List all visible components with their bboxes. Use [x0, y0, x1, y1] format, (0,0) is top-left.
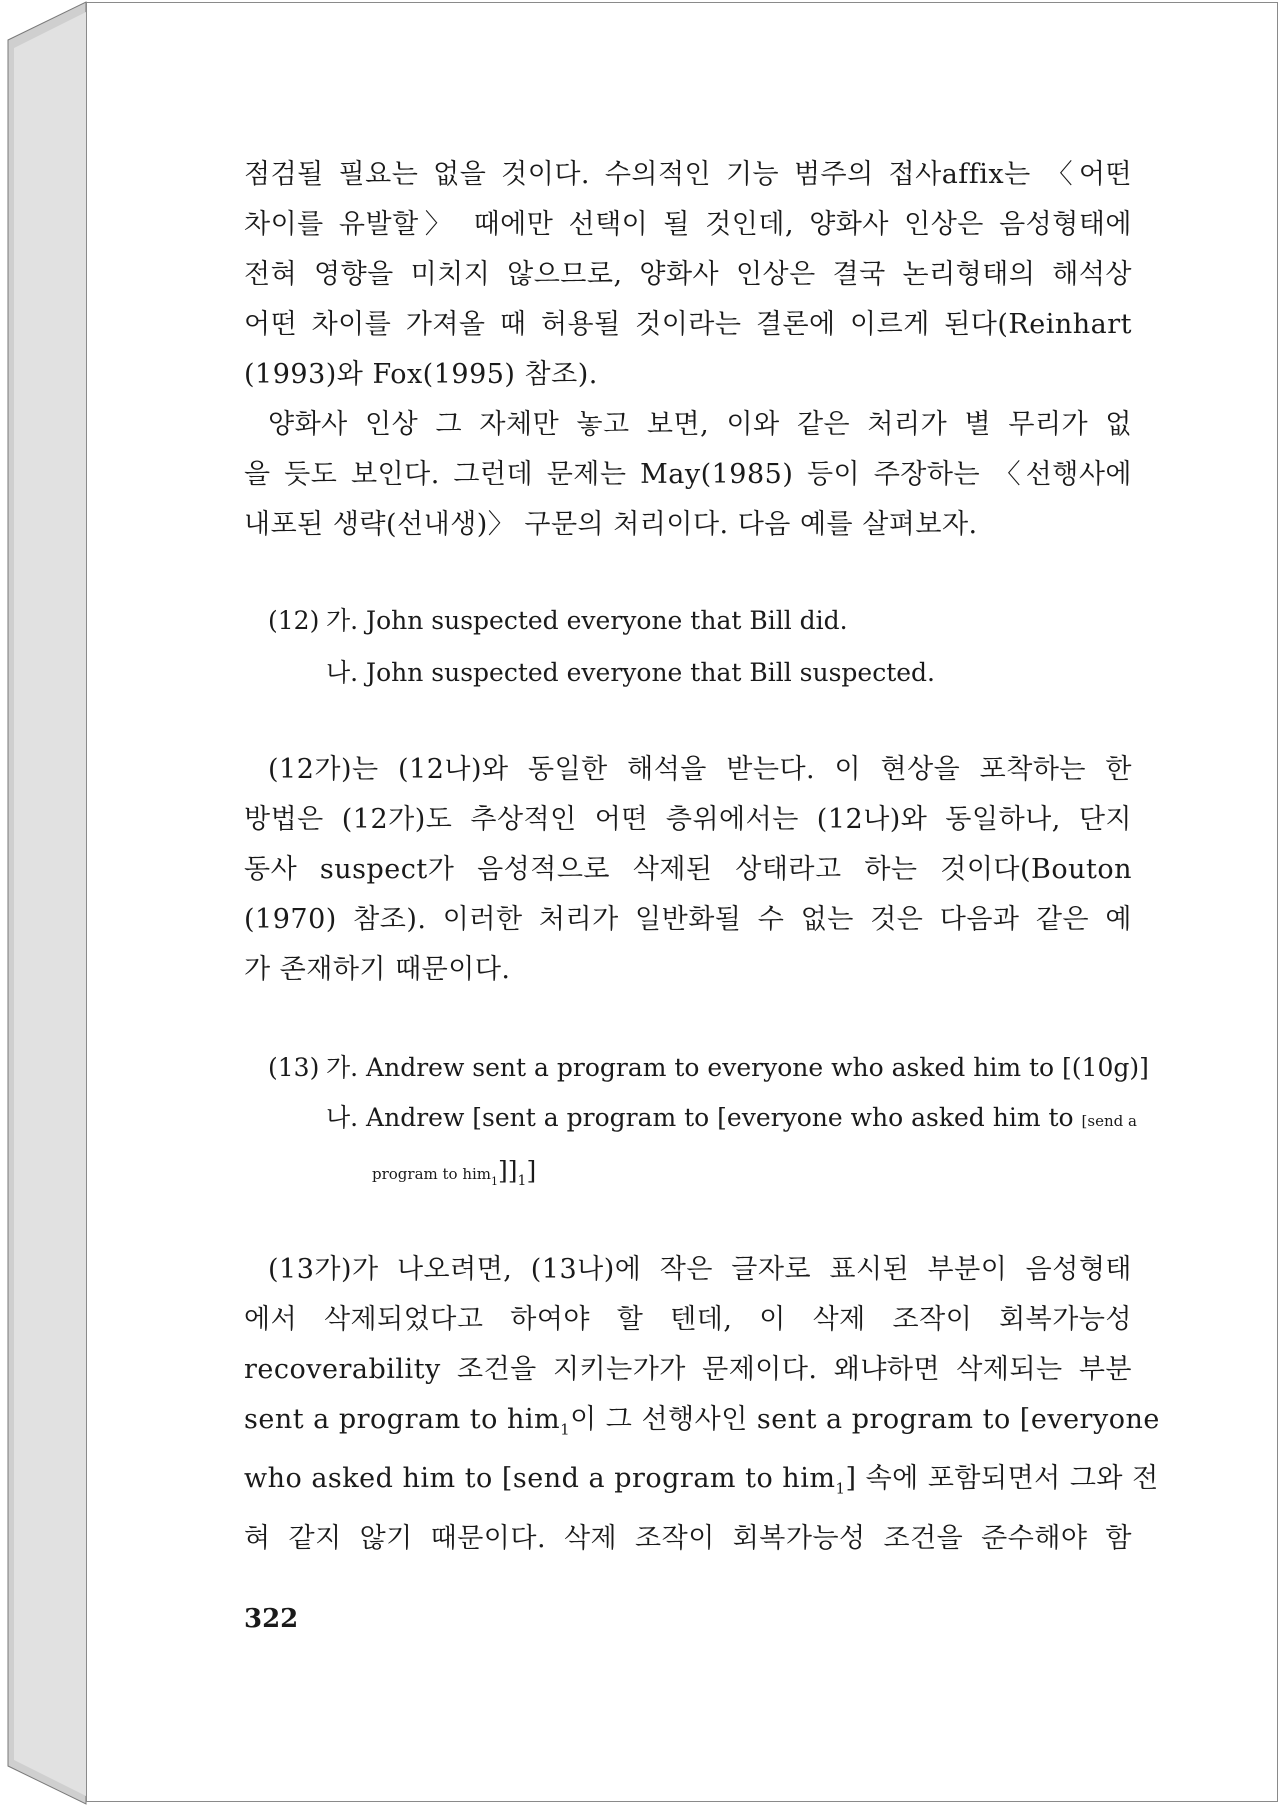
paragraph-line: 양화사 인상 그 자체만 놓고 보면, 이와 같은 처리가 별 무리가 없	[268, 409, 1132, 440]
paragraph-line: 내포된 생략(선내생)〉 구문의 처리이다. 다음 예를 살펴보자.	[244, 509, 978, 540]
paragraph-line: (1970) 참조). 이러한 처리가 일반화될 수 없는 것은 다음과 같은 예	[244, 904, 1132, 935]
example-line-b: 나. John suspected everyone that Bill suspected.	[326, 658, 936, 687]
paragraph-line	[244, 1395, 1160, 1454]
paragraph-4	[244, 1245, 1160, 1564]
subscript: 1	[517, 1173, 527, 1189]
paragraph-line: (1993)와 Fox(1995) 참조).	[244, 359, 598, 390]
bracket: ]]	[498, 1156, 518, 1185]
paragraph-line: 어떤 차이를 가져올 때 허용될 것이라는 결론에 이르게 된다(Reinhart	[244, 309, 1132, 340]
example-number: (12)	[268, 606, 320, 635]
paragraph-line: (13가)가 나오려면, (13나)에 작은 글자로 표시된 부분이 음성형태	[268, 1254, 1132, 1285]
paragraph-1	[244, 150, 1132, 400]
paragraph-line: recoverability 조건을 지키는가가 문제이다. 왜냐하면 삭제되는 부분	[244, 1354, 1132, 1385]
paragraph-line: 차이를 유발할〉 때에만 선택이 될 것인데, 양화사 인상은 음성형태에	[244, 209, 1132, 240]
paragraph-line: 전혀 영향을 미치지 않으므로, 양화사 인상은 결국 논리형태의 해석상	[244, 259, 1132, 290]
text-run: ] 속에 포함되면서 그와 전	[845, 1463, 1159, 1495]
paragraph-line	[244, 1454, 1159, 1513]
example-12	[268, 595, 935, 699]
subscript: 1	[835, 1479, 846, 1498]
paragraph-3	[244, 745, 1132, 995]
text-run: who asked him to [send a program to him	[244, 1463, 836, 1495]
paragraph-line: 방법은 (12가)도 추상적인 어떤 층위에서는 (12나)와 동일하나, 단지	[244, 804, 1132, 835]
paragraph-2	[244, 400, 1132, 550]
example-line-a: 가. Andrew sent a program to everyone who asked him to [(10g)]	[326, 1053, 1149, 1082]
paragraph-line: 점검될 필요는 없을 것이다. 수의적인 기능 범주의 접사affix는 〈어떤	[244, 159, 1132, 190]
deleted-part: [send a	[1081, 1112, 1137, 1130]
bracket: ]	[526, 1156, 537, 1185]
page-number: 322	[244, 1604, 299, 1634]
deleted-part: program to him	[372, 1165, 492, 1183]
paragraph-line: 가 존재하기 때문이다.	[244, 954, 511, 985]
subscript: 1	[560, 1420, 571, 1439]
paragraph-line: 혀 같지 않기 때문이다. 삭제 조작이 회복가능성 조건을 준수해야 함	[244, 1522, 1132, 1554]
paragraph-line: (12가)는 (12나)와 동일한 해석을 받는다. 이 현상을 포착하는 한	[268, 754, 1132, 785]
text-run: 이 그 선행사인 sent a program to [everyone	[570, 1404, 1160, 1435]
paragraph-line: 에서 삭제되었다고 하여야 할 텐데, 이 삭제 조작이 회복가능성	[244, 1304, 1132, 1335]
paragraph-line: 동사 suspect가 음성적으로 삭제된 상태라고 하는 것이다(Bouton	[244, 854, 1132, 885]
example-number: (13)	[268, 1053, 320, 1082]
example-line-b: 나. Andrew [sent a program to [everyone who asked him to	[326, 1103, 1074, 1132]
example-13	[268, 1043, 1149, 1207]
text-run: sent a program to him	[244, 1404, 561, 1435]
paragraph-line: 을 듯도 보인다. 그런데 문제는 May(1985) 등이 주장하는 〈선행사에	[244, 459, 1132, 490]
example-line-a: 가. John suspected everyone that Bill did.	[326, 606, 848, 635]
subscript: 1	[491, 1175, 499, 1188]
